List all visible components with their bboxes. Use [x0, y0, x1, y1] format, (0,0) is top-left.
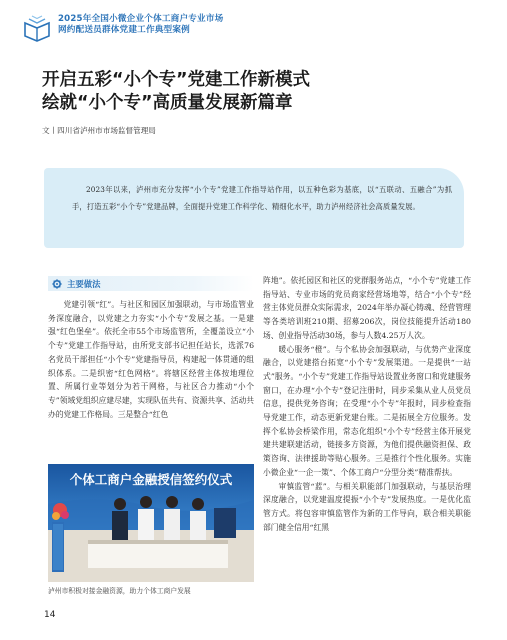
- publication-header: [22, 14, 223, 44]
- event-photo: [48, 464, 254, 582]
- right-paragraph-3: 审慎监管“蓝”。与相关职能部门加强联动，与基层治理深度融合，以党建温度提振“小个专”发展热度。一是优化监管方式。将包容审慎监管作为新的工作导向，联合相关职能部门健全信用“红黑: [263, 481, 471, 532]
- right-paragraph-2: 暖心服务“橙”。与个私协会加强联动，与优势产业深度融合，以党建搭台拓宽“小个专”发展渠道。一是提供“一站式”服务。“小个专”党建工作指导站设置业务窗口和党建服务窗口，在办理“小个专”登记注册时，同步采集从业人员党员信息，提供党务咨询；在受理“小个专”年报时，同步检查指导党建工作，动态更新党建台账。二是拓展全方位服务。发挥个私协会桥梁作用，常态化组织“小个专”经营主体开展党建共建联建活动，链接多方资源，为他们提供融资担保、政策咨询、法律援助等贴心服务。三是推行个性化服务。实施小微企业“一企一策”、个体工商户“分型分类”精准帮扶。: [263, 344, 471, 477]
- book-icon: [22, 14, 52, 42]
- photo-caption: 泸州市积极对接金融资源，助力个体工商户发展: [48, 587, 191, 595]
- section-heading: [48, 276, 254, 291]
- article-title-line-1: 开启五彩“小个专”党建工作新模式: [42, 70, 311, 90]
- abstract-box: [44, 168, 464, 248]
- left-paragraph: 党建引领“红”。与社区和园区加强联动，与市场监管业务深度融合，以党建之力夯实“小个专”发展之基。一是建强“红色堡垒”。依托全市55个市场监管所，全覆盖设立“小个专”党建工作指导站，由所党支部书记担任站长，选派76名党员干部担任“小个专”党建指导员，构建起一体贯通的组织体系。二是织密“红色网格”。将辖区经营主体按地理位置、所属行业等划分为若干网格，与社区合力推动“小个专”领域党组织应建尽建，实现队伍共有、资源共享、活动共办的党建工作格局。三是整合“红色: [48, 300, 254, 419]
- section-heading-text: 主要做法: [67, 278, 101, 289]
- article-title: [42, 69, 482, 115]
- article-byline: 文丨四川省泸州市市场监督管理局: [42, 126, 156, 135]
- right-paragraph-1: 阵地”。依托园区和社区的党群服务站点，“小个专”党建工作指导站、专业市场的党员商家经营场地等，结合“小个专”经营主体党员群众实际需求，2024年举办凝心铸魂、经营管理等各类培训班210期、招募206次，岗位技能提升活动180场、创业指导活动30场，参与人数4.25万人次。: [263, 276, 471, 340]
- event-photo-image: [48, 464, 254, 582]
- page-number: 14: [44, 610, 56, 620]
- header-line-1: 2025年全国小微企业个体工商户专业市场: [58, 14, 224, 24]
- left-column: [48, 298, 254, 421]
- article-title-line-2: 绘就“小个专”高质量发展新篇章: [42, 93, 293, 113]
- right-column: [263, 274, 471, 534]
- photo-banner-text: 个体工商户金融授信签约仪式: [69, 472, 233, 487]
- abstract-text: 2023年以来，泸州市充分发挥“小个专”党建工作指导站作用，以五种色彩为基底，以“五联动、五融合”为抓手，打造五彩“小个专”党建品牌，全面提升党建工作科学化、精细化水平，助力泸州经济社会高质量发展。: [72, 185, 452, 211]
- gear-icon: [52, 279, 62, 289]
- header-line-2: 网约配送员群体党建工作典型案例: [58, 25, 190, 35]
